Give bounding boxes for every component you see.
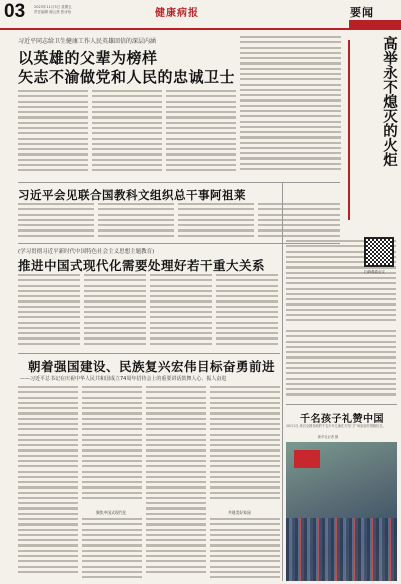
section-name: 要闻: [350, 6, 374, 19]
article4-inner-subhead-2: 共建美好家园: [228, 510, 251, 515]
article4-inner-subhead-1: 聚焦中国式现代化: [96, 510, 127, 515]
article3-body-col2: [84, 274, 146, 350]
qr-code: [364, 237, 394, 267]
article2-body-col3: [178, 203, 254, 239]
article1-kicker: 习近平同志给卫生健康工作人民英雄回信的深层内涵: [18, 38, 157, 45]
article4-subhead: ——习近平总书记在庆祝中华人民共和国成立74周年招待会上的重要讲话鼓舞人心、振人奋进: [20, 376, 227, 382]
article1-body-col1: [18, 90, 88, 178]
article3-body-col1: [18, 274, 80, 350]
article1-body-col3: [166, 90, 236, 178]
sidebar-title: 高举永不熄灭的火炬: [381, 36, 398, 167]
page-header: [0, 0, 401, 30]
sidebar-body-lower: [286, 330, 396, 402]
article1-body-col2: [92, 90, 162, 178]
article4-body-col3: [146, 386, 206, 581]
masthead: 健康病报: [155, 8, 199, 19]
article3-headline: 推进中国式现代化需要处理好若干重大关系: [18, 258, 266, 273]
issue-meta: 2023年11月3日 星期五 责任编辑 谢云茜 张诗怡: [34, 5, 72, 14]
photo-caption: 10月1日,来自全国各地的千名少年儿童在天安门广场参加升国旗仪式。: [286, 424, 386, 428]
tiananmen-photo: [286, 442, 397, 581]
article2-body-col2: [98, 203, 174, 239]
photo-box-title: 千名孩子礼赞中国: [300, 414, 384, 425]
article1-headline-line1: 以英雄的父辈为榜样: [18, 49, 158, 67]
sidebar-accent-line: [348, 40, 350, 220]
article1-headline-line2: 矢志不渝做党和人民的忠诚卫士: [18, 68, 236, 86]
divider-3: [18, 353, 280, 354]
national-flag-icon: [294, 450, 320, 468]
article4-headline: 朝着强国建设、民族复兴宏伟目标奋勇前进: [28, 359, 276, 374]
article2-headline: 习近平会见联合国教科文组织总干事阿祖莱: [18, 188, 246, 202]
article4-body-col4a: [210, 386, 280, 506]
article4-body-col2a: [82, 386, 142, 506]
qr-label: 扫码观看全文: [364, 270, 385, 274]
divider-1: [18, 182, 340, 183]
page-number: 03: [4, 1, 26, 22]
article4-body-col4b: [210, 518, 280, 581]
article3-kicker: (学习贯彻习近平新时代中国特色社会主义思想主题教育): [18, 249, 155, 255]
column-divider: [282, 183, 283, 581]
article3-body-col4: [216, 274, 278, 350]
article2-body-col1: [18, 203, 94, 239]
divider-photo: [286, 404, 397, 405]
article-right-column: [276, 36, 341, 178]
article3-body-col3: [150, 274, 212, 350]
header-accent-bar: [349, 20, 401, 28]
article2-body-col4: [258, 203, 340, 239]
article4-body-col2b: [82, 518, 142, 581]
photo-credit: 新华社记者 摄: [318, 435, 339, 439]
article4-body-col1: [18, 386, 78, 581]
crowd-image: [286, 518, 397, 581]
